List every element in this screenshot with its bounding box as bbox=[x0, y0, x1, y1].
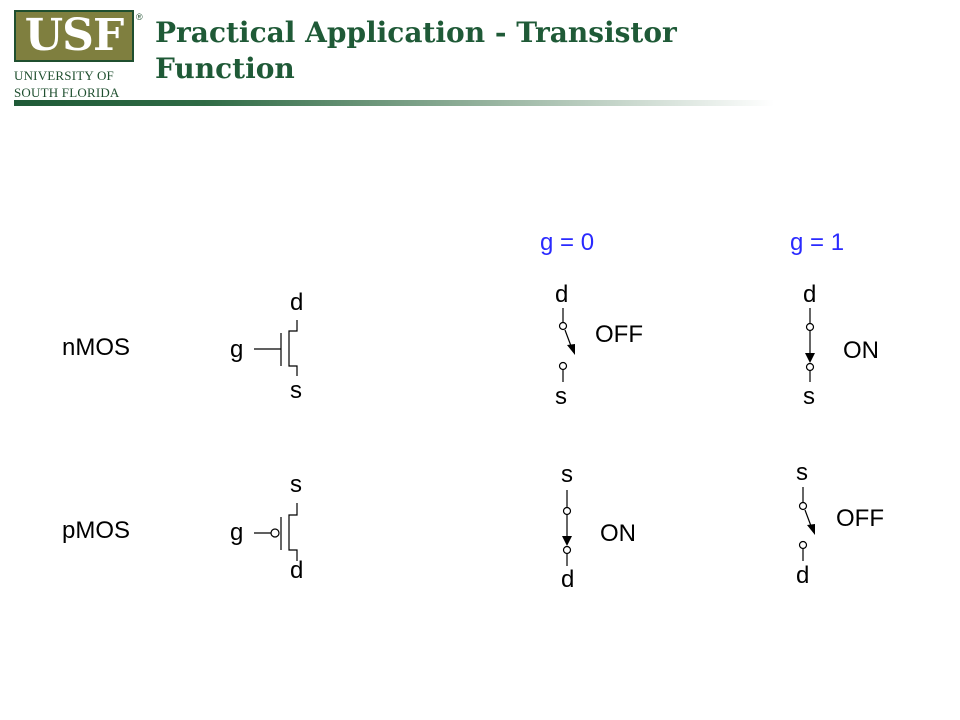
slide-title: Practical Application - Transistor Function bbox=[155, 16, 677, 85]
logo-registered-mark: ® bbox=[136, 12, 143, 22]
pmos-g0-state: ON bbox=[600, 520, 636, 547]
nmos-g1-arrow bbox=[805, 353, 815, 363]
pmos-g1-blade bbox=[805, 510, 811, 526]
pmos-g1-arrow bbox=[807, 524, 815, 535]
nmos-symbol-source-label: s bbox=[290, 377, 302, 404]
pmos-symbol bbox=[230, 471, 303, 584]
column-header-g0: g = 0 bbox=[540, 229, 595, 256]
nmos-symbol-drain-label: d bbox=[290, 289, 304, 316]
nmos-g1-bottom-label: s bbox=[803, 383, 815, 410]
column-header-g1: g = 1 bbox=[790, 229, 845, 256]
nmos-g1-state: ON bbox=[843, 337, 879, 364]
row-label-pmos: pMOS bbox=[62, 517, 131, 544]
pmos-g1-switch bbox=[796, 459, 884, 589]
pmos-g1-bottom-contact bbox=[800, 542, 807, 549]
nmos-g0-blade bbox=[565, 330, 571, 346]
row-label-nmos: nMOS bbox=[62, 334, 131, 361]
nmos-channel bbox=[289, 320, 297, 376]
pmos-gate-bubble bbox=[271, 529, 279, 537]
pmos-g0-bottom-contact bbox=[564, 547, 571, 554]
nmos-g1-switch bbox=[803, 281, 879, 410]
nmos-g0-bottom-contact bbox=[560, 363, 567, 370]
nmos-g0-state: OFF bbox=[595, 321, 643, 348]
nmos-g0-top-label: d bbox=[555, 281, 569, 308]
pmos-g1-top-label: s bbox=[796, 459, 808, 486]
nmos-g0-arrow bbox=[567, 344, 575, 355]
nmos-g0-switch bbox=[555, 281, 643, 410]
nmos-g0-top-contact bbox=[560, 323, 567, 330]
pmos-g1-top-contact bbox=[800, 503, 807, 510]
pmos-symbol-gate-label: g bbox=[230, 519, 244, 546]
pmos-g0-switch bbox=[561, 461, 636, 593]
nmos-symbol bbox=[230, 289, 303, 404]
pmos-g0-bottom-label: d bbox=[561, 566, 575, 593]
pmos-g0-top-contact bbox=[564, 508, 571, 515]
nmos-g1-top-label: d bbox=[803, 281, 817, 308]
pmos-g0-top-label: s bbox=[561, 461, 573, 488]
nmos-symbol-gate-label: g bbox=[230, 336, 244, 363]
logo-line-1: UNIVERSITY OF bbox=[14, 68, 114, 83]
pmos-symbol-source-label: s bbox=[290, 471, 302, 498]
nmos-g1-top-contact bbox=[807, 324, 814, 331]
logo-line-2: SOUTH FLORIDA bbox=[14, 85, 120, 100]
nmos-g1-bottom-contact bbox=[807, 364, 814, 371]
nmos-g0-bottom-label: s bbox=[555, 383, 567, 410]
pmos-g1-state: OFF bbox=[836, 505, 884, 532]
pmos-channel bbox=[289, 503, 297, 561]
logo-wordmark: USF bbox=[14, 10, 134, 62]
pmos-g1-bottom-label: d bbox=[796, 562, 810, 589]
pmos-g0-arrow bbox=[562, 536, 572, 546]
pmos-symbol-drain-label: d bbox=[290, 557, 304, 584]
